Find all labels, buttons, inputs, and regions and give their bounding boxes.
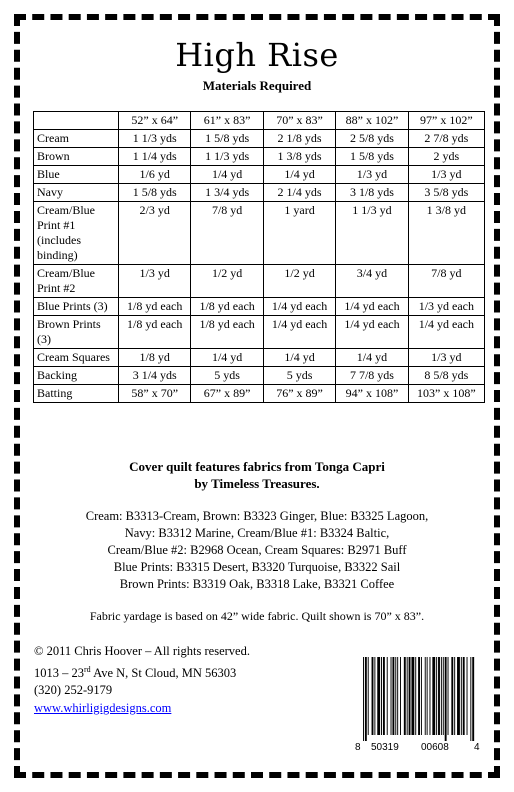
- fabric-list: [40, 508, 474, 593]
- barcode-digit-right: 4: [474, 742, 480, 753]
- barcode-bar: [454, 657, 455, 735]
- fabric-line: Navy: B3312 Marine, Cream/Blue #1: B3324 Baltic,: [124, 526, 390, 540]
- row-label: Cream Squares: [34, 349, 119, 367]
- table-cell: 1/6 yd: [119, 166, 191, 184]
- table-cell: 1 5/8 yds: [119, 184, 191, 202]
- row-label: Brown: [34, 148, 119, 166]
- table-cell: 7 7/8 yds: [336, 367, 408, 385]
- barcode-bar: [467, 657, 468, 735]
- table-cell: 3 1/8 yds: [336, 184, 408, 202]
- table-cell: 1/2 yd: [263, 265, 335, 298]
- barcode-bar: [421, 657, 422, 735]
- column-header: 70” x 83”: [263, 112, 335, 130]
- table-cell: 1 5/8 yds: [191, 130, 263, 148]
- barcode-bar: [438, 657, 440, 735]
- materials-table: [33, 111, 485, 403]
- row-label: Brown Prints (3): [34, 316, 119, 349]
- table-row: [34, 130, 485, 148]
- table-cell: 7/8 yd: [191, 202, 263, 265]
- table-row: [34, 385, 485, 403]
- table-cell: 1/4 yd: [336, 349, 408, 367]
- cover-line-1: Cover quilt features fabrics from Tonga Capri: [129, 459, 385, 474]
- cover-quilt-note: [0, 458, 514, 492]
- table-cell: 1/4 yd: [191, 166, 263, 184]
- fabric-line: Blue Prints: B3315 Desert, B3320 Turquoise, B3322 Sail: [113, 560, 401, 574]
- barcode-bar: [451, 657, 453, 735]
- barcode-bar: [432, 657, 435, 735]
- table-cell: 103” x 108”: [408, 385, 484, 403]
- row-label: Cream/Blue Print #2: [34, 265, 119, 298]
- pattern-title: High Rise: [175, 36, 339, 74]
- address-number: 1013 – 23: [34, 665, 84, 680]
- header-blank: [34, 112, 119, 130]
- barcode-bar: [472, 657, 474, 741]
- table-row: [34, 298, 485, 316]
- barcode-bar: [397, 657, 398, 735]
- barcode-bar: [400, 657, 401, 735]
- table-cell: 67” x 89”: [191, 385, 263, 403]
- table-row: [34, 184, 485, 202]
- barcode-bar: [363, 657, 364, 741]
- table-cell: 1/4 yd each: [263, 316, 335, 349]
- barcode-bar: [443, 657, 444, 735]
- barcode-bar: [415, 657, 416, 735]
- table-cell: 1 5/8 yds: [336, 148, 408, 166]
- table-cell: 76” x 89”: [263, 385, 335, 403]
- table-row: [34, 148, 485, 166]
- column-header: 97” x 102”: [408, 112, 484, 130]
- table-cell: 1 1/4 yds: [119, 148, 191, 166]
- table-cell: 1/4 yd: [263, 166, 335, 184]
- barcode-digits-group-1: 50319: [371, 742, 399, 753]
- table-cell: 1/3 yd: [119, 265, 191, 298]
- barcode-bar: [368, 657, 369, 735]
- table-cell: 1/3 yd: [408, 349, 484, 367]
- table-cell: 1/4 yd each: [263, 298, 335, 316]
- column-header: 61” x 83”: [191, 112, 263, 130]
- barcode-bar: [391, 657, 392, 735]
- table-cell: 1/8 yd each: [119, 298, 191, 316]
- barcode-bar: [372, 657, 374, 735]
- barcode-bar: [381, 657, 382, 735]
- table-cell: 1/2 yd: [191, 265, 263, 298]
- barcode-digit-left: 8: [355, 742, 361, 753]
- barcode-bar: [427, 657, 428, 735]
- table-row: [34, 265, 485, 298]
- table-cell: 8 5/8 yds: [408, 367, 484, 385]
- row-label: Blue: [34, 166, 119, 184]
- copyright: © 2011 Chris Hoover – All rights reserved.: [34, 644, 250, 658]
- table-cell: 2 5/8 yds: [336, 130, 408, 148]
- table-cell: 1/4 yd each: [408, 316, 484, 349]
- table-cell: 3 5/8 yds: [408, 184, 484, 202]
- barcode-bar: [392, 657, 394, 735]
- table-cell: 1/4 yd: [191, 349, 263, 367]
- table-cell: 1/4 yd each: [336, 298, 408, 316]
- barcode-bar: [461, 657, 462, 735]
- cover-line-2: by Timeless Treasures.: [194, 476, 320, 491]
- barcode-bar: [441, 657, 442, 735]
- table-cell: 7/8 yd: [408, 265, 484, 298]
- website-link[interactable]: www.whirligigdesigns.com: [34, 700, 172, 715]
- row-label: Cream/Blue Print #1 (includes binding): [34, 202, 119, 265]
- column-header: 52” x 64”: [119, 112, 191, 130]
- table-cell: 1 3/4 yds: [191, 184, 263, 202]
- row-label: Batting: [34, 385, 119, 403]
- barcode-bar: [374, 657, 375, 735]
- table-cell: 1/3 yd: [408, 166, 484, 184]
- table-cell: 5 yds: [191, 367, 263, 385]
- table-cell: 1 yard: [263, 202, 335, 265]
- table-header-row: [34, 112, 485, 130]
- barcode-bar: [387, 657, 388, 735]
- table-row: [34, 349, 485, 367]
- table-cell: 1 1/3 yds: [191, 148, 263, 166]
- barcode-bar: [463, 657, 465, 735]
- column-header: 88” x 102”: [336, 112, 408, 130]
- table-cell: 1 3/8 yds: [263, 148, 335, 166]
- barcode-bar: [445, 657, 447, 741]
- barcode-bar: [365, 657, 367, 741]
- table-cell: 2 yds: [408, 148, 484, 166]
- table-cell: 1/8 yd each: [191, 316, 263, 349]
- barcode-bar: [407, 657, 408, 735]
- table-cell: 58” x 70”: [119, 385, 191, 403]
- barcode-bar: [395, 657, 396, 735]
- table-cell: 1/4 yd each: [336, 316, 408, 349]
- contact-block: [34, 643, 250, 717]
- barcode-bar: [377, 657, 380, 735]
- upc-barcode: [351, 655, 483, 753]
- table-cell: 2 1/4 yds: [263, 184, 335, 202]
- barcode-bar: [404, 657, 406, 735]
- table-cell: 1 1/3 yds: [119, 130, 191, 148]
- barcode-bar: [436, 657, 437, 735]
- barcode-bar: [448, 657, 449, 735]
- barcode-bar: [430, 657, 431, 735]
- table-cell: 1/3 yd each: [408, 298, 484, 316]
- row-label: Cream: [34, 130, 119, 148]
- table-row: [34, 316, 485, 349]
- table-cell: 5 yds: [263, 367, 335, 385]
- table-row: [34, 202, 485, 265]
- barcode-bar: [470, 657, 471, 741]
- address-ordinal: rd: [84, 664, 91, 674]
- barcode-bars: [363, 657, 474, 741]
- address-street: Ave N, St Cloud, MN 56303: [90, 665, 237, 680]
- table-cell: 2/3 yd: [119, 202, 191, 265]
- table-cell: 94” x 108”: [336, 385, 408, 403]
- table-cell: 2 7/8 yds: [408, 130, 484, 148]
- table-cell: 3/4 yd: [336, 265, 408, 298]
- fabric-line: Brown Prints: B3319 Oak, B3318 Lake, B3321 Coffee: [119, 577, 395, 591]
- address: [34, 661, 250, 683]
- table-cell: 1/4 yd: [263, 349, 335, 367]
- fabric-line: Cream: B3313-Cream, Brown: B3323 Ginger, Blue: B3325 Lagoon,: [85, 509, 429, 523]
- table-cell: 1 1/3 yd: [336, 202, 408, 265]
- barcode-bar: [418, 657, 420, 735]
- table-cell: 1/8 yd each: [191, 298, 263, 316]
- table-cell: 1/8 yd: [119, 349, 191, 367]
- materials-heading: Materials Required: [202, 78, 312, 93]
- barcode-digits-group-2: 00608: [421, 742, 449, 753]
- row-label: Blue Prints (3): [34, 298, 119, 316]
- phone: (320) 252-9179: [34, 683, 113, 698]
- barcode-bar: [425, 657, 426, 735]
- fabric-line: Cream/Blue #2: B2968 Ocean, Cream Squares: B2971 Buff: [107, 543, 407, 557]
- table-row: [34, 367, 485, 385]
- row-label: Navy: [34, 184, 119, 202]
- barcode-bar: [457, 657, 460, 735]
- table-cell: 2 1/8 yds: [263, 130, 335, 148]
- table-row: [34, 166, 485, 184]
- row-label: Backing: [34, 367, 119, 385]
- barcode-bar: [383, 657, 385, 735]
- table-cell: 1/8 yd each: [119, 316, 191, 349]
- table-cell: 1/3 yd: [336, 166, 408, 184]
- barcode-bar: [411, 657, 414, 735]
- barcode-bar: [409, 657, 411, 735]
- table-cell: 1 3/8 yd: [408, 202, 484, 265]
- table-cell: 3 1/4 yds: [119, 367, 191, 385]
- yardage-note: Fabric yardage is based on 42” wide fabric. Quilt shown is 70” x 83”.: [89, 609, 425, 623]
